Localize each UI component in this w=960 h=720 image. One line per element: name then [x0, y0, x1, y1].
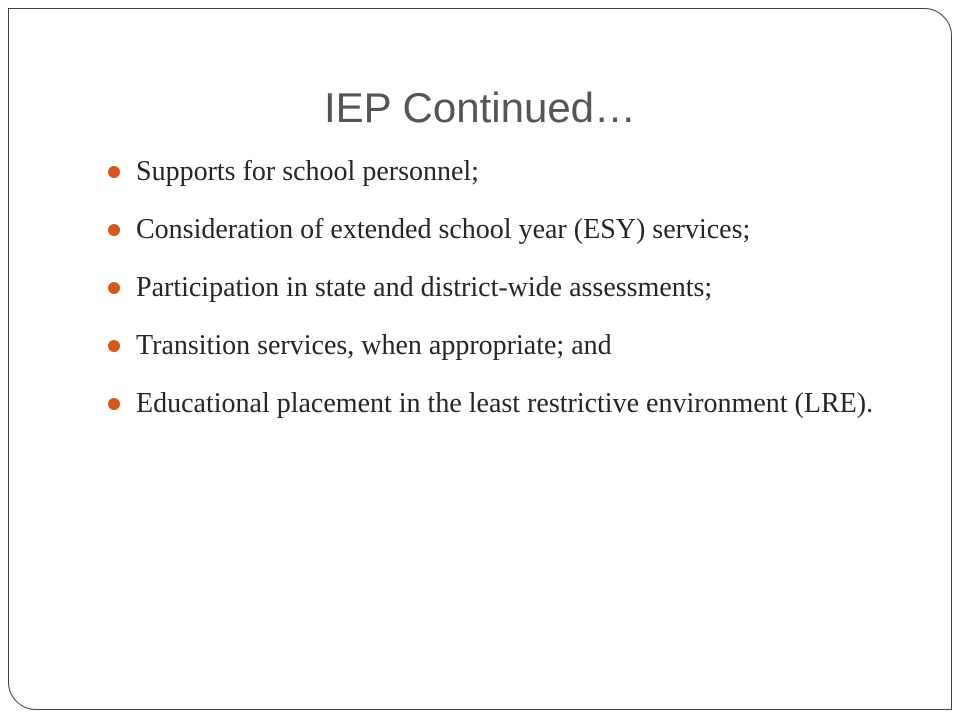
bullet-dot-icon — [108, 340, 120, 352]
bullet-text: Supports for school personnel; — [136, 156, 479, 187]
bullet-dot-icon — [108, 166, 120, 178]
bullet-text: Consideration of extended school year (ESY) services; — [136, 214, 751, 245]
bullet-text: Participation in state and district-wide assessments; — [136, 272, 713, 303]
bullet-item — [106, 272, 906, 304]
bullet-list — [106, 156, 906, 446]
bullet-dot-icon — [108, 398, 120, 410]
bullet-item — [106, 214, 906, 246]
bullet-item — [106, 330, 906, 362]
bullet-item — [106, 388, 906, 420]
bullet-dot-icon — [108, 224, 120, 236]
bullet-text: Transition services, when appropriate; and — [136, 330, 612, 361]
bullet-text: Educational placement in the least restrictive environment (LRE). — [136, 388, 874, 419]
bullet-item — [106, 156, 906, 188]
bullet-dot-icon — [108, 282, 120, 294]
slide-title: IEP Continued… — [323, 84, 637, 131]
